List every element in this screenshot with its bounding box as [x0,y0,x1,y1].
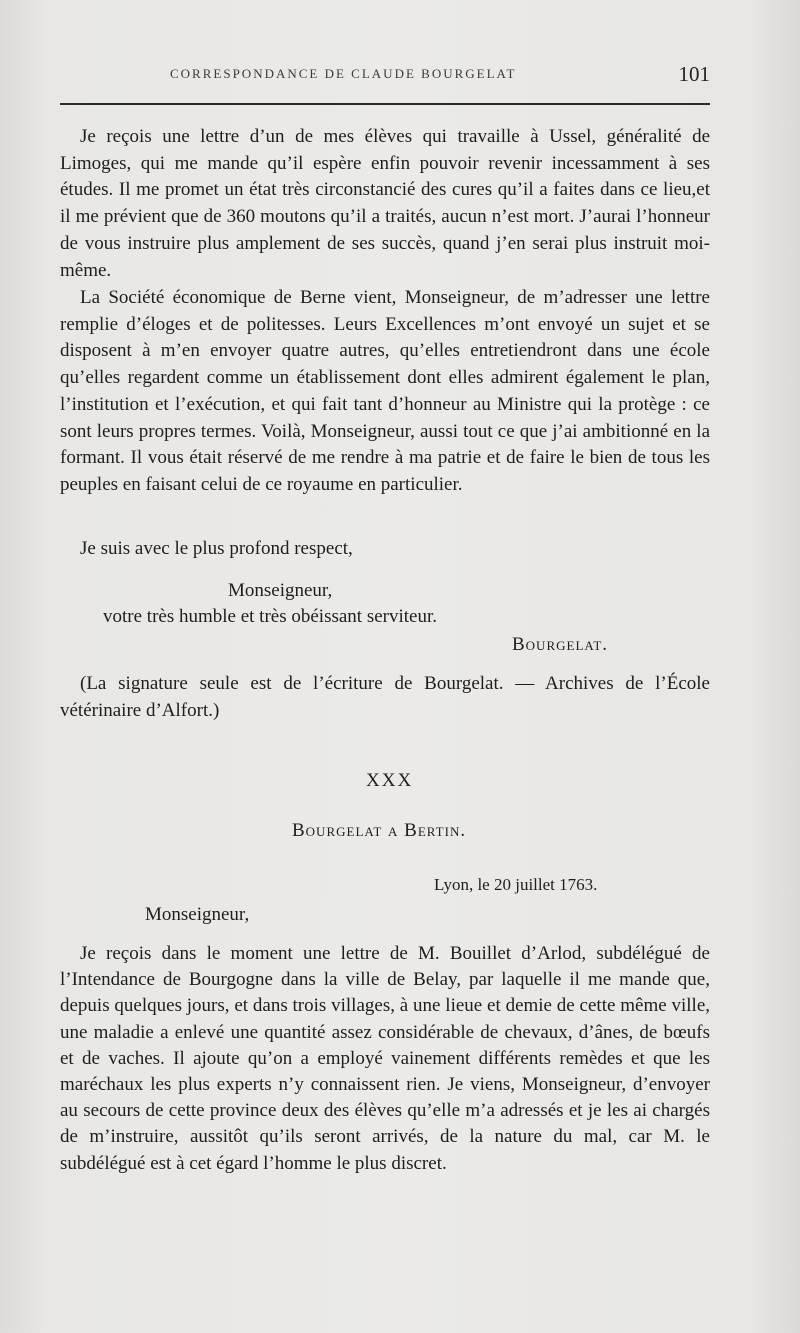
paragraph-berne: La Société économique de Berne vient, Monseigneur, de m’adresser une lettre remplie d’éloges et de politesses. Leurs Excellences m’ont envoyé un sujet et se disposent à m’en envoyer quatre autres, qu’elles entretiendront dans une école qu’elles regardent comme un établissement dont elles admirent également le plan, l’institution et l’exécution, et qui fait tant d’honneur au Ministre qui la protège : ce sont leurs propres termes. Voilà, Monseigneur, aussi tout ce que j’ai ambitionné en la formant. Il vous était réservé de me rendre à ma patrie et de faire le bien de tous les peuples en faisant celui de ce royaume en particulier. [60,287,710,495]
running-title: CORRESPONDANCE DE CLAUDE BOURGELAT [170,66,517,81]
page-header [60,64,710,88]
letter-recipient: Bertin. [404,820,467,841]
signature: Bourgelat. [512,634,609,655]
letter-sender: Bourgelat [292,820,383,841]
paragraph-ussel: Je reçois une lettre d’un de mes élèves qui travaille à Ussel, généralité de Limoges, qui me mande qu’il espère enfin pouvoir revenir incessamment à ses études. Il me promet un état très circonstancié des cures qu’il a faites dans ce lieu,et il me prévient que de 360 moutons qu’il a traités, aucun n’est mort. J’aurai l’honneur de vous instruire plus amplement de ses succès, quand j’en serai plus instruit moi-même. [60,126,710,281]
place-date: Lyon, le 20 juillet 1763. [434,875,598,894]
page-number: 101 [678,62,710,86]
letter-salutation: Monseigneur, [145,904,250,925]
letter-body: Je reçois dans le moment une lettre de M. Bouillet d’Arlod, subdélégué de l’Intendance de Bourgogne dans la ville de Belay, par laquelle il me mande que, depuis quelques jours, et dans trois villages, à une lieue et demie de cette même ville, une maladie a enlevé une quantité assez considérable de chevaux, d’ânes, de bœufs et de vaches. Il ajoute qu’on a employé vainement différents remèdes et que les maréchaux les plus experts n’y connaissent rien. Je viens, Monseigneur, d’envoyer au secours de cette province deux des élèves qu’elle m’a adressés et je les ai chargés de m’instruire, aussitôt qu’ils seront arrivés, de la nature du mal, car M. le subdélégué est à cet égard l’homme le plus discret. [60,943,710,1174]
source-note: (La signature seule est de l’écriture de Bourgelat. — Archives de l’École vétérinaire d’Alfort.) [60,673,710,721]
letter-number: XXX [366,770,414,791]
closing-line: Je suis avec le plus profond respect, [80,538,353,559]
letter-heading [292,818,466,844]
closing-salutation: Monseigneur, [228,580,333,601]
servant-line: votre très humble et très obéissant serviteur. [103,606,437,627]
letter-connector: a [388,820,399,841]
header-rule [60,103,710,105]
